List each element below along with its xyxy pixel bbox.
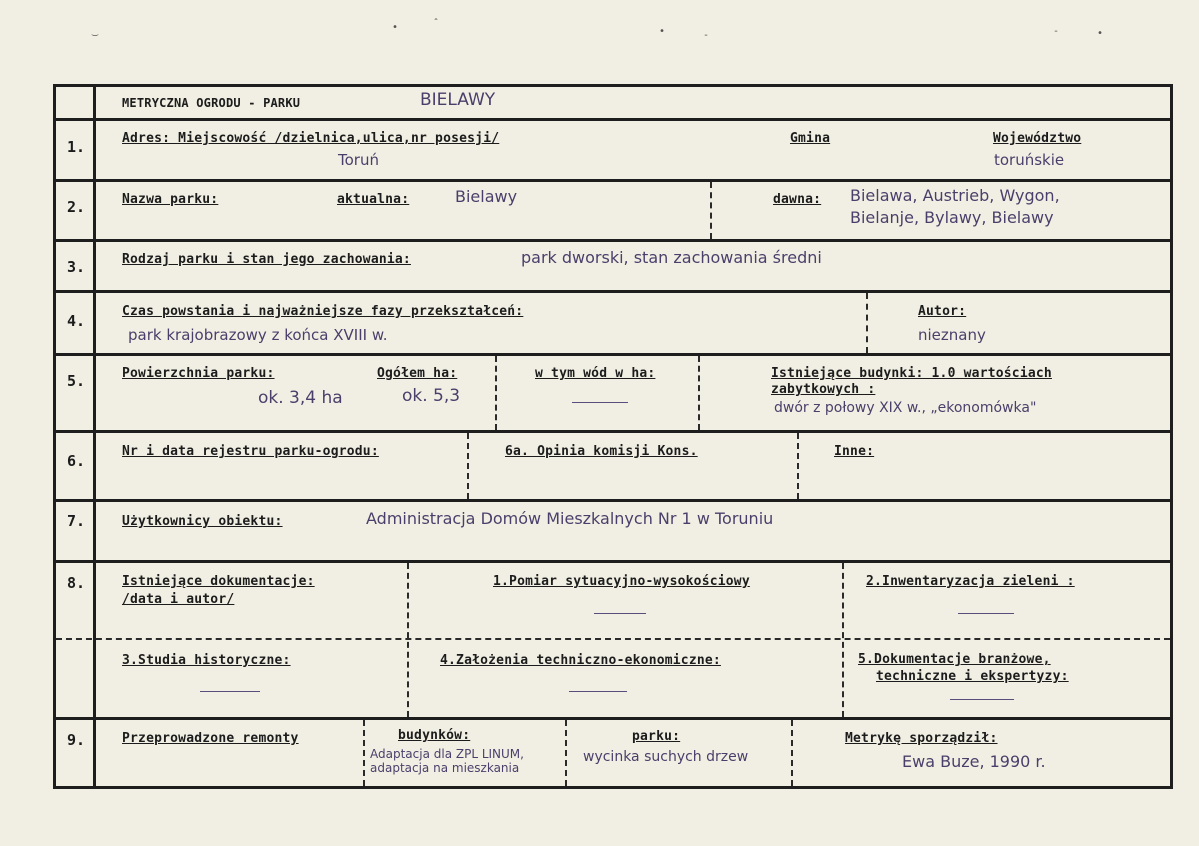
survey-label: 1.Pomiar sytuacyjno-wysokościowy — [493, 574, 750, 589]
era-value: park krajobrazowy z końca XVIII w. — [128, 326, 388, 344]
buildings-value: dwór z połowy XIX w., „ekonomówka" — [774, 400, 1037, 416]
row9-divider-2 — [565, 720, 567, 786]
frame-left — [53, 84, 56, 789]
park-name-label: Nazwa parku: — [122, 192, 219, 207]
water-area-label: w tym wód w ha: — [535, 366, 656, 381]
documentation-label-line2: /data i autor/ — [122, 592, 235, 607]
park-name-heading: BIELAWY — [420, 90, 496, 110]
row8-split-dashed — [56, 638, 1170, 640]
row-divider — [53, 560, 1173, 563]
prepared-by-label: Metrykę sporządził: — [845, 731, 998, 746]
commission-opinion-label: 6a. Opinia komisji Kons. — [505, 444, 698, 459]
repairs-label: Przeprowadzone remonty — [122, 731, 299, 746]
total-area-value: ok. 5,3 — [402, 386, 461, 406]
gmina-label: Gmina — [790, 131, 831, 146]
building-repairs-label: budynków: — [398, 728, 471, 743]
row-divider — [53, 430, 1173, 433]
park-repairs-label: parku: — [632, 729, 681, 744]
paper-speck: • — [659, 26, 666, 37]
number-column-divider — [93, 84, 96, 789]
row-divider — [53, 717, 1173, 720]
former-name-value-line2: Bielanje, Bylawy, Bielawy — [850, 208, 1054, 227]
row5-divider-2 — [698, 356, 700, 430]
row-number-7: 7. — [66, 512, 86, 530]
row-divider — [53, 179, 1173, 182]
technical-economic-empty-mark — [569, 691, 627, 692]
buildings-label-line1: Istniejące budynki: 1.0 wartościach — [771, 366, 1052, 381]
row-divider — [53, 353, 1173, 356]
paper-speck: ˆ — [433, 18, 440, 29]
greenery-inventory-label: 2.Inwentaryzacja zieleni : — [866, 574, 1075, 589]
former-name-label: dawna: — [773, 192, 822, 207]
technical-economic-label: 4.Założenia techniczno-ekonomiczne: — [440, 653, 721, 668]
wojewodztwo-value: toruńskie — [994, 151, 1065, 169]
water-area-empty-mark — [572, 402, 628, 403]
paper-speck: • — [392, 22, 399, 33]
paper-speck: • — [1097, 28, 1104, 39]
row-divider — [53, 118, 1173, 121]
historical-studies-label: 3.Studia historyczne: — [122, 653, 291, 668]
row-divider — [53, 239, 1173, 242]
frame-right — [1170, 84, 1173, 789]
row8-divider-1 — [407, 563, 409, 717]
users-label: Użytkownicy obiektu: — [122, 514, 283, 529]
current-name-value: Bielawy — [455, 187, 518, 206]
row2-divider — [710, 182, 712, 239]
branch-documentation-label-line2: techniczne i ekspertyzy: — [876, 669, 1069, 684]
other-label: Inne: — [834, 444, 875, 459]
frame-bottom — [53, 786, 1173, 789]
total-area-label: Ogółem ha: — [377, 366, 458, 381]
paper-speck: - — [703, 30, 710, 41]
row-number-3: 3. — [66, 258, 86, 276]
card-title: METRYCZNA OGRODU - PARKU — [122, 96, 301, 110]
park-repairs-value: wycinka suchych drzew — [583, 749, 749, 765]
row5-divider-1 — [495, 356, 497, 430]
row-number-8: 8. — [66, 574, 86, 592]
row4-divider — [866, 293, 868, 353]
address-value: Toruń — [338, 151, 379, 169]
address-label: Adres: Miejscowość /dzielnica,ulica,nr posesji/ — [122, 131, 500, 146]
users-value: Administracja Domów Mieszkalnych Nr 1 w Toruniu — [366, 509, 774, 528]
row-number-9: 9. — [66, 731, 86, 749]
documentation-label-line1: Istniejące dokumentacje: — [122, 574, 315, 589]
prepared-by-value: Ewa Buze, 1990 r. — [902, 752, 1046, 771]
historical-studies-empty-mark — [200, 691, 260, 692]
row6-divider-2 — [797, 433, 799, 499]
former-name-value-line1: Bielawa, Austrieb, Wygon, — [850, 186, 1060, 205]
row-divider — [53, 290, 1173, 293]
author-value: nieznany — [918, 326, 986, 344]
area-label: Powierzchnia parku: — [122, 366, 275, 381]
row-divider — [53, 499, 1173, 502]
row-number-4: 4. — [66, 312, 86, 330]
branch-documentation-label-line1: 5.Dokumentacje branżowe, — [858, 652, 1051, 667]
park-type-value: park dworski, stan zachowania średni — [521, 248, 822, 267]
park-type-label: Rodzaj parku i stan jego zachowania: — [122, 252, 411, 267]
row-number-6: 6. — [66, 452, 86, 470]
branch-documentation-empty-mark — [950, 699, 1014, 700]
row-number-5: 5. — [66, 372, 86, 390]
area-value: ok. 3,4 ha — [258, 388, 343, 408]
frame-top — [53, 84, 1173, 87]
row6-divider-1 — [467, 433, 469, 499]
current-name-label: aktualna: — [337, 192, 410, 207]
row9-divider-1 — [363, 720, 365, 786]
era-label: Czas powstania i najważniejsze fazy przekształceń: — [122, 304, 524, 319]
row9-divider-3 — [791, 720, 793, 786]
register-label: Nr i data rejestru parku-ogrodu: — [122, 444, 379, 459]
row-number-1: 1. — [66, 138, 86, 156]
row-number-2: 2. — [66, 198, 86, 216]
author-label: Autor: — [918, 304, 967, 319]
paper-speck: - — [1053, 26, 1060, 37]
paper-speck: ‿ — [92, 26, 99, 37]
survey-empty-mark — [594, 613, 646, 614]
building-repairs-value-line1: Adaptacja dla ZPL LINUM, — [370, 747, 524, 761]
building-repairs-value-line2: adaptacja na mieszkania — [370, 761, 520, 775]
row8-divider-2 — [842, 563, 844, 717]
wojewodztwo-label: Województwo — [993, 131, 1082, 146]
greenery-inventory-empty-mark — [958, 613, 1014, 614]
buildings-label-line2: zabytkowych : — [771, 382, 876, 397]
